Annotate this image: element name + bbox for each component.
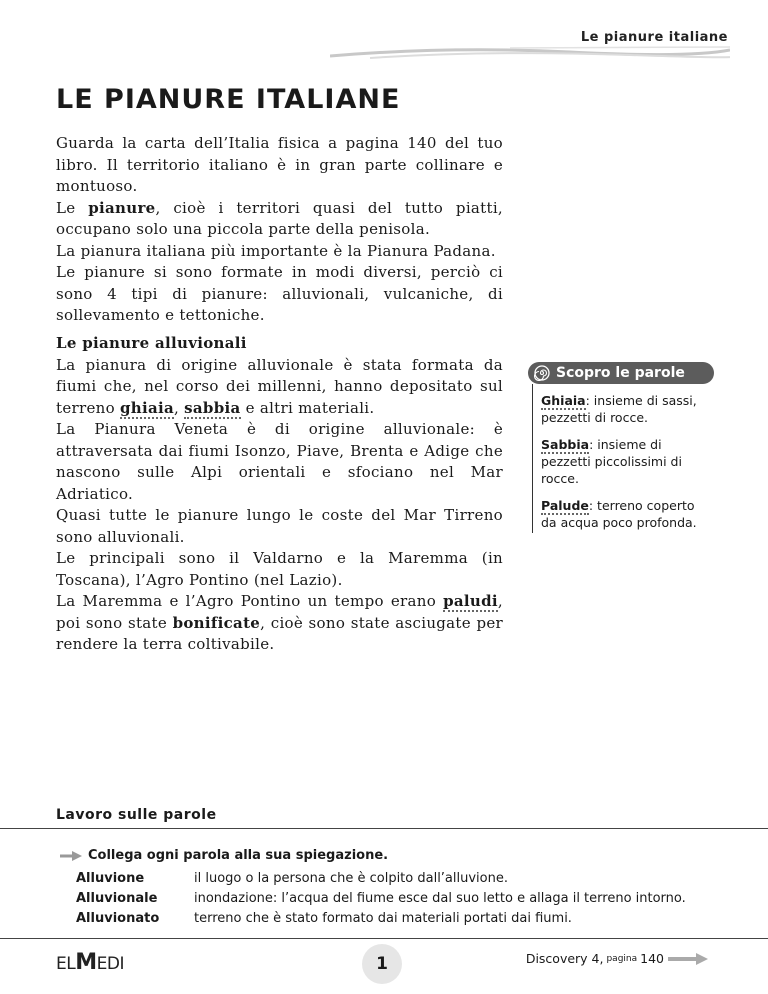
match-word[interactable]: Alluvione [76,870,145,886]
intro-paragraph: La pianura italiana più importante è la Pianura Padana. [56,241,496,260]
running-title: Le pianure italiane [580,30,728,45]
page-title: LE PIANURE ITALIANE [56,84,401,115]
glossary-word: Palude [541,498,589,513]
divider [0,828,768,829]
alluvionali-section [56,333,503,656]
header-brush-line [330,44,730,64]
body-paragraph [56,355,503,420]
glossary-header [528,362,714,384]
body-paragraph: Le principali sono il Valdarno e la Maremma (in Toscana), l’Agro Pontino (nel Lazio). [56,549,503,589]
intro-paragraph [56,198,503,241]
glossary-definition: : terreno coperto da acqua poco profonda. [541,498,697,530]
match-word[interactable]: Alluvionale [76,890,158,906]
match-definition[interactable]: terreno che è stato formato dai materiali portati dai fiumi. [194,910,572,926]
glossary-box [528,362,714,533]
text-span: , cioè i territori quasi del tutto piatti, occupano solo una piccola parte della penisola. [56,198,503,238]
logo-part: M [75,950,97,975]
matching-list [60,868,740,928]
glossary-definition: : insieme di sassi, pezzetti di rocce. [541,393,697,425]
ref-small: pagina [606,953,638,964]
page-number: 1 [362,944,402,984]
arrow-right-icon [60,851,82,861]
glossary-body [532,384,714,533]
text-span: La Maremma e l’Agro Pontino un tempo erano [56,592,444,610]
footer-divider [0,938,768,939]
glossary-word: Ghiaia [541,393,586,408]
term-paludi: paludi [443,592,498,610]
intro-text [56,133,503,327]
glossary-word: Sabbia [541,437,590,452]
arrow-right-icon [668,953,708,965]
book-reference [526,951,708,966]
ref-page: 140 [640,951,664,966]
term-ghiaia: ghiaia [119,398,175,417]
match-definition[interactable]: inondazione: l’acqua del fiume esce dal suo letto e allaga il terreno intorno. [194,890,686,906]
exercise-section-title: Lavoro sulle parole [56,807,217,823]
spiral-icon [534,365,550,381]
matching-row [60,868,740,888]
exercise-instruction [60,848,740,863]
text-span: , cioè sono state asciugate per rendere la terra coltivabile. [56,613,503,653]
keyword-pianure: pianure [88,198,156,217]
logo-part: EDI [96,954,124,974]
text-span: , poi sono state [56,592,503,632]
text-span: Le [56,198,89,217]
glossary-entry [541,436,714,487]
text-span: , [174,398,185,417]
glossary-definition: : insieme di pezzetti piccolissimi di rocce. [541,437,682,486]
publisher-logo [56,950,124,975]
exercise-block [60,848,740,928]
logo-part: EL [56,954,76,974]
text-span: e altri materiali. [240,398,375,417]
matching-row [60,888,740,908]
ref-book: Discovery 4, [525,951,604,966]
match-definition[interactable]: il luogo o la persona che è colpito dall’alluvione. [194,870,508,886]
glossary-entry [541,392,714,426]
body-paragraph [56,591,503,656]
glossary-entry [541,497,714,531]
text-span: La pianura di origine alluvionale è stata formata da fiumi che, nel corso dei millenni, hanno depositato sul terreno [56,355,503,417]
body-paragraph: La Pianura Veneta è di origine alluvionale: è attraversata dai fiumi Isonzo, Piave, Brenta e Adige che nascono sulle Alpi orientali e sfociano nel Mar Adriatico. [56,420,503,503]
matching-row [60,908,740,928]
intro-paragraph: Le pianure si sono formate in modi diversi, perciò ci sono 4 tipi di pianure: alluvionali, vulcaniche, di sollevamento e tettoniche. [56,263,503,324]
term-sabbia: sabbia [184,398,241,417]
keyword-bonificate: bonificate [172,613,261,632]
intro-paragraph: Guarda la carta dell’Italia fisica a pagina 140 del tuo libro. Il territorio italiano è in gran parte collinare e montuoso. [56,134,503,195]
body-paragraph: Quasi tutte le pianure lungo le coste del Mar Tirreno sono alluvionali. [56,506,503,546]
match-word[interactable]: Alluvionato [76,910,160,926]
instruction-text: Collega ogni parola alla sua spiegazione. [88,848,389,863]
section-subtitle: Le pianure alluvionali [56,334,247,352]
glossary-title: Scopro le parole [556,365,685,381]
